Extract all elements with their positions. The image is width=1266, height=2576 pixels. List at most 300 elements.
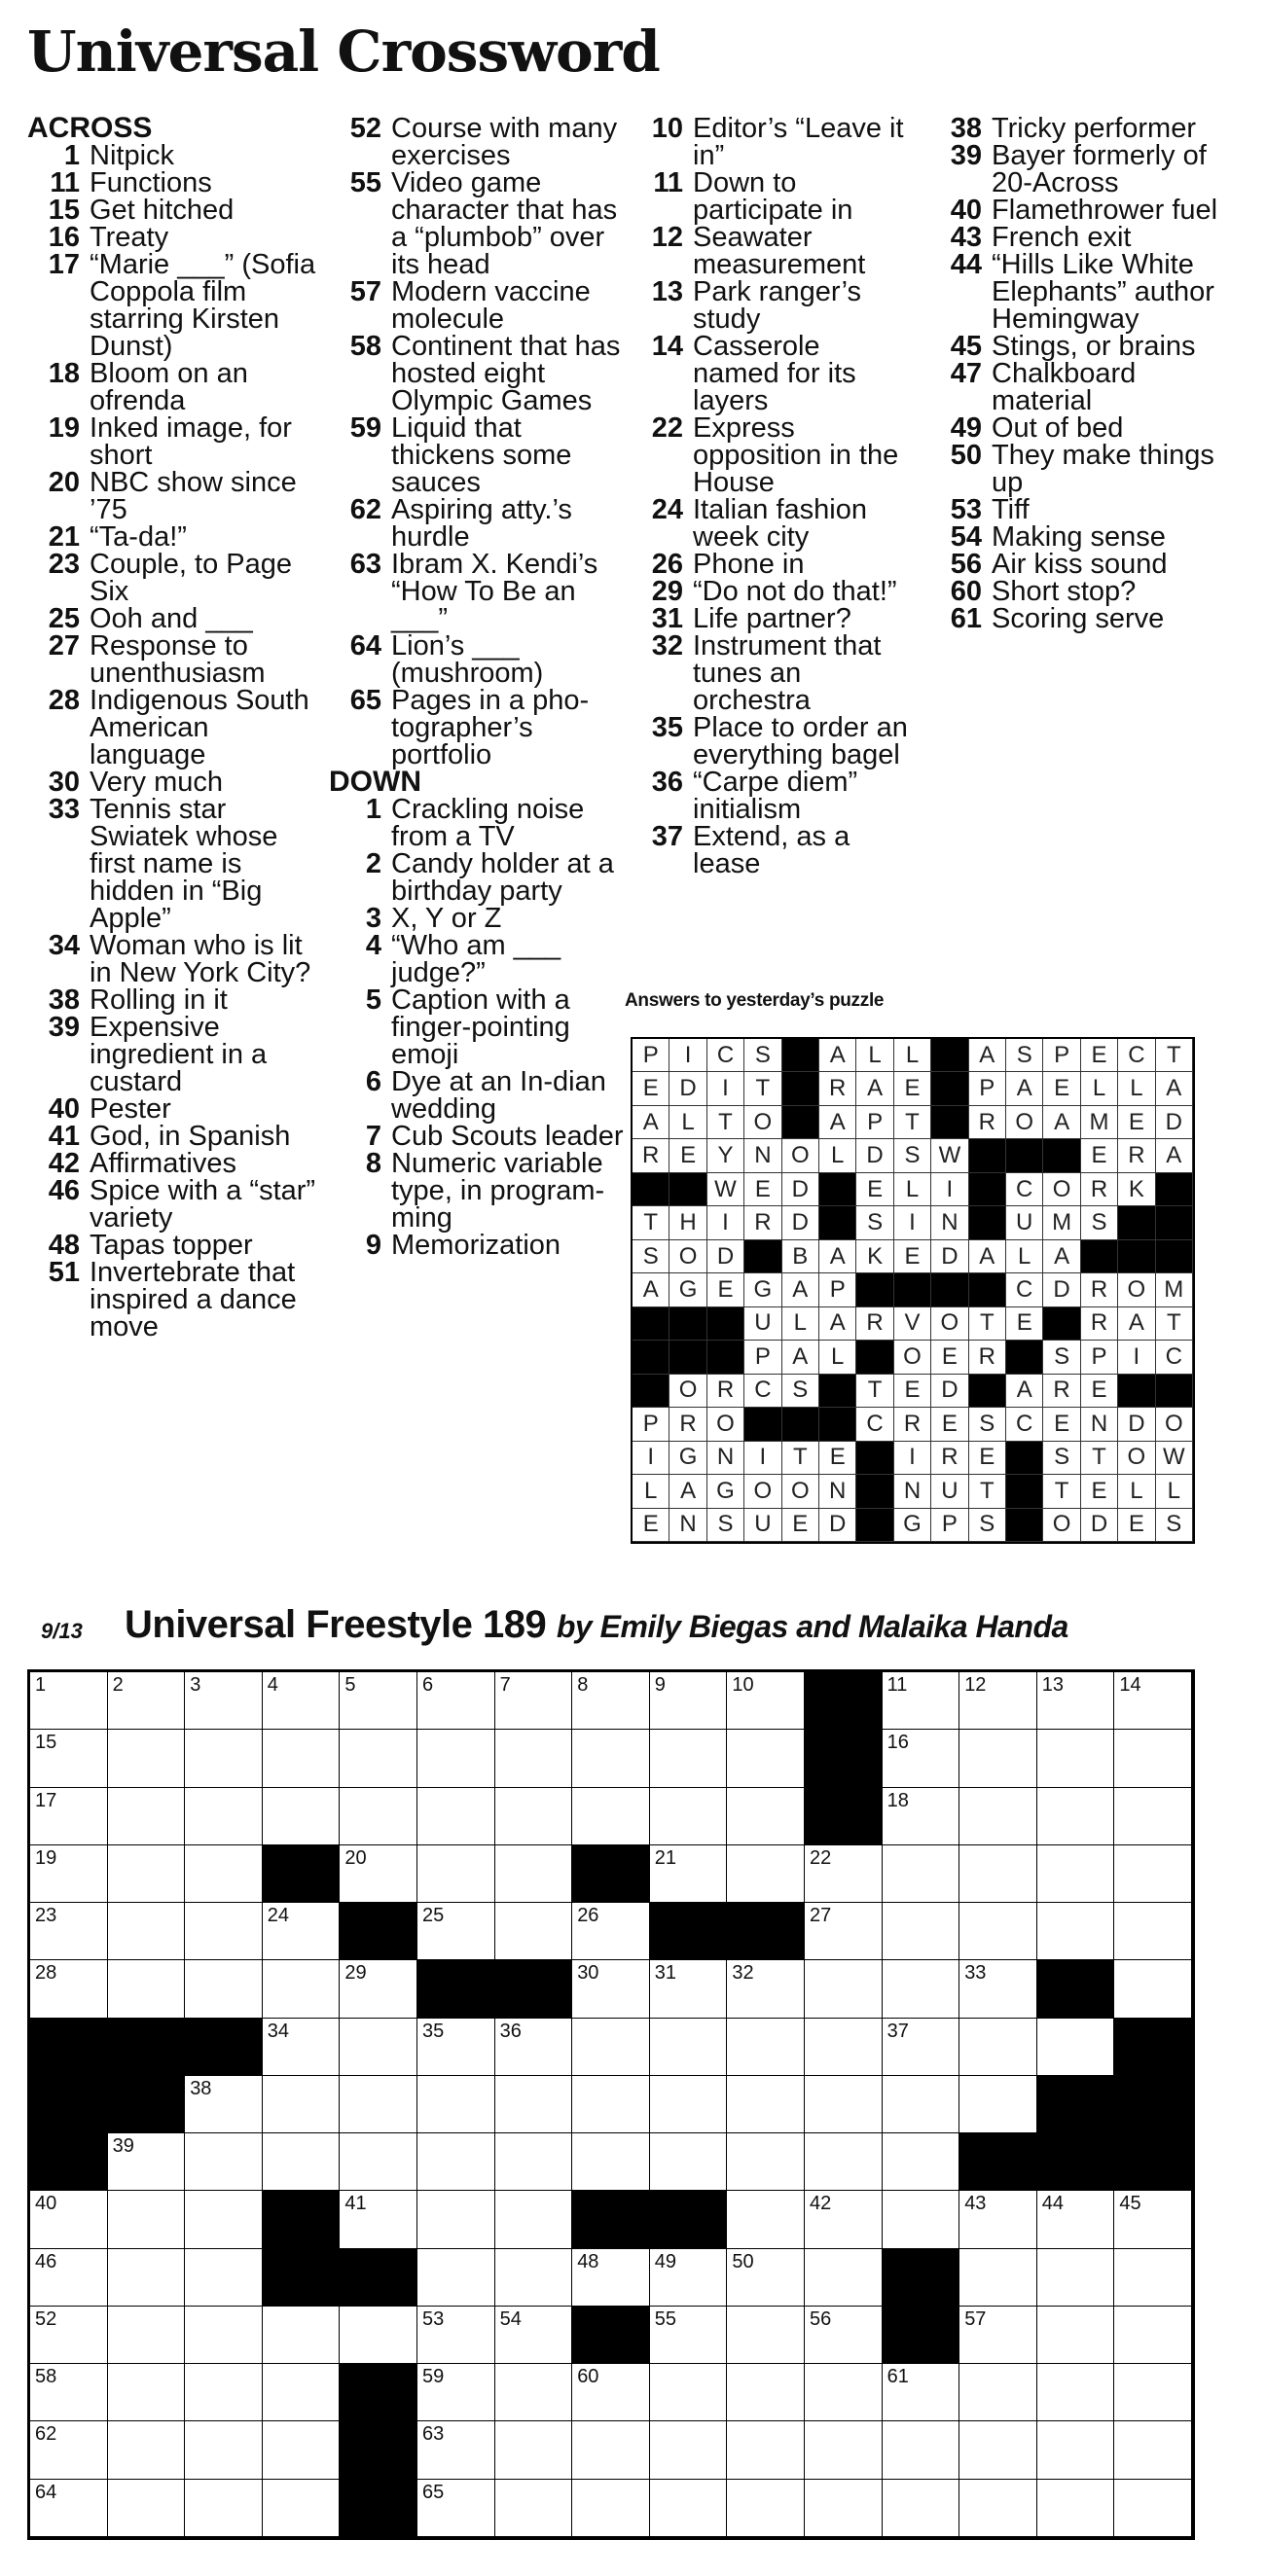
grid-cell[interactable] (959, 2421, 1037, 2479)
grid-cell[interactable] (417, 2364, 495, 2421)
grid-cell[interactable] (495, 2307, 573, 2364)
grid-cell[interactable] (108, 2249, 186, 2307)
clue (329, 169, 626, 278)
grid-cell[interactable] (495, 1730, 573, 1787)
grid-black-cell (1114, 2076, 1192, 2133)
answer-cell: T (707, 1106, 744, 1139)
grid-cell[interactable] (1114, 1960, 1192, 2018)
grid-cell[interactable] (1037, 2019, 1115, 2076)
grid-cell[interactable] (417, 2191, 495, 2248)
clue-number: 38 (48, 984, 80, 1016)
grid-cell[interactable] (108, 2133, 186, 2191)
cell-number: 29 (344, 1962, 367, 1985)
grid-cell[interactable] (1037, 1672, 1115, 1730)
grid-cell[interactable] (185, 1730, 263, 1787)
grid-cell[interactable] (1114, 1730, 1192, 1787)
grid-cell[interactable] (108, 2364, 186, 2421)
grid-cell[interactable] (185, 2421, 263, 2479)
grid-cell[interactable] (572, 2364, 650, 2421)
grid-cell[interactable] (495, 2076, 573, 2133)
answer-black-cell (1006, 1341, 1043, 1374)
grid-cell[interactable] (959, 1730, 1037, 1787)
grid-cell[interactable] (1037, 2191, 1115, 2248)
grid-cell[interactable] (340, 1788, 417, 1845)
grid-cell[interactable] (1114, 2421, 1192, 2479)
cell-number: 45 (1119, 2193, 1141, 2215)
answer-cell: T (1156, 1307, 1193, 1341)
grid-cell[interactable] (263, 1672, 341, 1730)
grid-cell[interactable] (959, 2076, 1037, 2133)
grid-cell[interactable] (727, 2191, 805, 2248)
grid-cell[interactable] (1114, 2364, 1192, 2421)
grid-cell[interactable] (263, 2364, 341, 2421)
grid-cell[interactable] (108, 1845, 186, 1903)
answer-cell: D (669, 1072, 706, 1105)
answer-black-cell (969, 1173, 1006, 1206)
grid-cell[interactable] (805, 2480, 883, 2537)
grid-cell[interactable] (30, 2249, 108, 2307)
grid-cell[interactable] (959, 2249, 1037, 2307)
grid-cell[interactable] (572, 2480, 650, 2537)
clue (929, 523, 1221, 551)
grid-cell[interactable] (108, 2421, 186, 2479)
grid-cell[interactable] (805, 2249, 883, 2307)
answer-cell: U (931, 1475, 968, 1508)
grid-cell[interactable] (572, 1672, 650, 1730)
answer-cell: R (633, 1139, 669, 1172)
clue-text: Stings, or brains (992, 331, 1196, 362)
grid-cell[interactable] (185, 1960, 263, 2018)
answer-cell: I (669, 1039, 706, 1072)
grid-cell[interactable] (727, 2133, 805, 2191)
grid-cell[interactable] (727, 1960, 805, 2018)
grid-cell[interactable] (417, 2480, 495, 2537)
grid-cell[interactable] (30, 1788, 108, 1845)
cell-number: 20 (344, 1846, 367, 1869)
answer-cell: G (707, 1475, 744, 1508)
grid-cell[interactable] (263, 2019, 341, 2076)
grid-cell[interactable] (1114, 1672, 1192, 1730)
grid-cell[interactable] (727, 2307, 805, 2364)
clue (329, 551, 626, 632)
clue-text: Making sense (992, 521, 1166, 553)
cell-number: 42 (809, 2193, 832, 2215)
grid-cell[interactable] (959, 2307, 1037, 2364)
answer-cell: T (969, 1307, 1006, 1341)
grid-cell[interactable] (572, 2421, 650, 2479)
grid-cell[interactable] (108, 2191, 186, 2248)
clue-text: Out of bed (992, 412, 1124, 444)
clue (27, 469, 319, 523)
grid-cell[interactable] (30, 1960, 108, 2018)
grid-cell[interactable] (572, 1903, 650, 1960)
grid-cell[interactable] (185, 2076, 263, 2133)
cell-number: 65 (421, 2481, 445, 2503)
clue-number: 15 (48, 195, 80, 226)
grid-cell[interactable] (417, 2019, 495, 2076)
answer-black-cell (633, 1173, 669, 1206)
grid-cell[interactable] (495, 2364, 573, 2421)
grid-cell[interactable] (883, 1960, 960, 2018)
grid-cell[interactable] (495, 2133, 573, 2191)
grid-cell[interactable] (30, 2480, 108, 2537)
answer-cell: A (782, 1273, 819, 1306)
grid-cell[interactable] (883, 2133, 960, 2191)
answer-cell: A (1118, 1307, 1155, 1341)
clue (27, 632, 319, 687)
answer-cell: E (1118, 1106, 1155, 1139)
grid-cell[interactable] (417, 2307, 495, 2364)
grid-cell[interactable] (417, 2421, 495, 2479)
answer-cell: T (856, 1375, 893, 1408)
clue-number: 2 (365, 848, 381, 879)
grid-cell[interactable] (263, 2421, 341, 2479)
grid-cell[interactable] (1114, 1788, 1192, 1845)
grid-cell[interactable] (727, 2249, 805, 2307)
grid-cell[interactable] (108, 1730, 186, 1787)
clue-text: Dye at an In-dian wedding (391, 1066, 606, 1125)
grid-cell[interactable] (883, 1903, 960, 1960)
grid-cell[interactable] (959, 1672, 1037, 1730)
grid-black-cell (1114, 2019, 1192, 2076)
answer-cell: L (894, 1039, 931, 1072)
grid-cell[interactable] (572, 2019, 650, 2076)
grid-cell[interactable] (1037, 2307, 1115, 2364)
grid-cell[interactable] (340, 1960, 417, 2018)
answer-cell: S (1006, 1039, 1043, 1072)
clue-text: Functions (90, 167, 212, 198)
clue-text: Casserole named for its layers (693, 331, 856, 416)
grid-cell[interactable] (1114, 2307, 1192, 2364)
grid-cell[interactable] (805, 2421, 883, 2479)
grid-cell[interactable] (805, 2307, 883, 2364)
grid-cell[interactable] (883, 2364, 960, 2421)
grid-cell[interactable] (340, 2307, 417, 2364)
clue-number: 13 (651, 276, 683, 307)
grid-cell[interactable] (572, 1730, 650, 1787)
answer-cell: P (931, 1509, 968, 1542)
answer-cell: E (669, 1139, 706, 1172)
answer-black-cell (1043, 1307, 1080, 1341)
grid-cell[interactable] (417, 2249, 495, 2307)
grid-cell[interactable] (1114, 2480, 1192, 2537)
cell-number: 52 (35, 2308, 57, 2330)
grid-cell[interactable] (650, 2364, 728, 2421)
grid-cell[interactable] (185, 2307, 263, 2364)
grid-cell[interactable] (883, 1730, 960, 1787)
grid-cell[interactable] (495, 2249, 573, 2307)
clue-text: Video game character that has a “plumbob” over its head (391, 167, 618, 280)
answer-black-cell (1006, 1139, 1043, 1172)
grid-cell[interactable] (883, 2421, 960, 2479)
grid-cell[interactable] (108, 2480, 186, 2537)
grid-cell[interactable] (959, 2019, 1037, 2076)
answer-black-cell (1156, 1240, 1193, 1273)
grid-cell[interactable] (495, 2191, 573, 2248)
answer-cell: C (707, 1039, 744, 1072)
grid-cell[interactable] (727, 1845, 805, 1903)
answer-cell: A (819, 1307, 856, 1341)
grid-cell[interactable] (805, 2364, 883, 2421)
grid-cell[interactable] (650, 2019, 728, 2076)
cell-number: 16 (886, 1732, 909, 1754)
grid-cell[interactable] (959, 1788, 1037, 1845)
clue (329, 1068, 626, 1123)
grid-cell[interactable] (495, 1845, 573, 1903)
grid-cell[interactable] (883, 1788, 960, 1845)
grid-cell[interactable] (185, 2480, 263, 2537)
answer-cell: A (633, 1106, 669, 1139)
grid-cell[interactable] (650, 2076, 728, 2133)
clue-text: “Ta-da!” (90, 521, 187, 553)
answer-cell: E (1043, 1408, 1080, 1441)
grid-cell[interactable] (727, 2019, 805, 2076)
clue (929, 197, 1221, 224)
grid-cell[interactable] (1037, 1788, 1115, 1845)
grid-cell[interactable] (263, 2133, 341, 2191)
answer-cell: I (744, 1442, 781, 1475)
answer-black-cell (969, 1139, 1006, 1172)
answer-cell: A (819, 1039, 856, 1072)
grid-cell[interactable] (727, 2364, 805, 2421)
clue-text: Modern vaccine molecule (391, 276, 591, 335)
grid-cell[interactable] (417, 2076, 495, 2133)
grid-cell[interactable] (572, 2133, 650, 2191)
clue (329, 687, 626, 769)
grid-cell[interactable] (727, 1730, 805, 1787)
grid-cell[interactable] (650, 1960, 728, 2018)
grid-cell[interactable] (340, 1672, 417, 1730)
answer-black-cell (1006, 1442, 1043, 1475)
clue (329, 1232, 626, 1259)
puzzle-name: Universal Freestyle 189 (125, 1603, 547, 1646)
grid-cell[interactable] (805, 2019, 883, 2076)
grid-cell[interactable] (30, 2307, 108, 2364)
grid-cell[interactable] (959, 1845, 1037, 1903)
grid-cell[interactable] (883, 2191, 960, 2248)
grid-black-cell (340, 2249, 417, 2307)
grid-cell[interactable] (185, 2249, 263, 2307)
grid-cell[interactable] (650, 2421, 728, 2479)
grid-cell[interactable] (30, 2191, 108, 2248)
grid-cell[interactable] (495, 1788, 573, 1845)
grid-cell[interactable] (727, 1788, 805, 1845)
clue-number: 39 (950, 140, 982, 171)
grid-cell[interactable] (959, 2364, 1037, 2421)
grid-cell[interactable] (263, 1960, 341, 2018)
grid-cell[interactable] (185, 1672, 263, 1730)
answer-black-cell (782, 1072, 819, 1105)
grid-cell[interactable] (263, 2076, 341, 2133)
grid-cell[interactable] (650, 2133, 728, 2191)
answer-cell: E (931, 1408, 968, 1441)
grid-cell[interactable] (1114, 1845, 1192, 1903)
grid-cell[interactable] (185, 1788, 263, 1845)
grid-cell[interactable] (1114, 2249, 1192, 2307)
grid-cell[interactable] (495, 1903, 573, 1960)
grid-cell[interactable] (727, 2421, 805, 2479)
answer-cell: A (782, 1341, 819, 1374)
clue-number: 57 (349, 276, 381, 307)
answer-cell: R (1118, 1139, 1155, 1172)
grid-black-cell (1037, 2076, 1115, 2133)
grid-cell[interactable] (1037, 1903, 1115, 1960)
clue (27, 1095, 319, 1123)
grid-cell[interactable] (30, 1903, 108, 1960)
clue-text: Down to participate in (693, 167, 853, 226)
clue-number: 60 (950, 576, 982, 607)
grid-cell[interactable] (185, 1845, 263, 1903)
clue (27, 932, 319, 986)
grid-cell[interactable] (108, 1960, 186, 2018)
answer-cell: C (856, 1408, 893, 1441)
grid-cell[interactable] (572, 1788, 650, 1845)
grid-cell[interactable] (185, 2364, 263, 2421)
grid-cell[interactable] (340, 2133, 417, 2191)
answer-black-cell (782, 1408, 819, 1441)
grid-cell[interactable] (417, 1903, 495, 1960)
answer-cell: O (744, 1106, 781, 1139)
grid-cell[interactable] (959, 2191, 1037, 2248)
clue-text: X, Y or Z (391, 903, 502, 934)
grid-cell[interactable] (1037, 1845, 1115, 1903)
answer-black-cell (856, 1442, 893, 1475)
clue (631, 769, 913, 823)
answer-cell: E (1081, 1375, 1118, 1408)
grid-cell[interactable] (805, 1845, 883, 1903)
grid-cell[interactable] (1037, 2421, 1115, 2479)
clue-text: Spice with a “star” variety (90, 1175, 316, 1234)
grid-cell[interactable] (340, 2191, 417, 2248)
answer-cell: O (1156, 1408, 1193, 1441)
grid-cell[interactable] (883, 2480, 960, 2537)
cell-number: 39 (112, 2135, 134, 2158)
answer-cell: C (1156, 1341, 1193, 1374)
grid-cell[interactable] (495, 2480, 573, 2537)
grid-cell[interactable] (883, 2076, 960, 2133)
grid-cell[interactable] (263, 1903, 341, 1960)
clue-number: 28 (48, 685, 80, 716)
grid-cell[interactable] (417, 2133, 495, 2191)
grid-cell[interactable] (108, 1788, 186, 1845)
grid-cell[interactable] (340, 1845, 417, 1903)
clue (631, 414, 913, 496)
grid-cell[interactable] (263, 1730, 341, 1787)
grid-cell[interactable] (30, 1730, 108, 1787)
cell-number: 19 (35, 1846, 57, 1869)
grid-cell[interactable] (108, 1903, 186, 1960)
grid-cell[interactable] (108, 1672, 186, 1730)
grid-cell[interactable] (30, 1672, 108, 1730)
cell-number: 56 (809, 2308, 832, 2330)
answer-cell: A (969, 1039, 1006, 1072)
answer-cell: L (1006, 1240, 1043, 1273)
grid-cell[interactable] (805, 2076, 883, 2133)
grid-cell[interactable] (959, 1960, 1037, 2018)
grid-cell[interactable] (727, 2480, 805, 2537)
grid-cell[interactable] (805, 2191, 883, 2248)
grid-cell[interactable] (340, 2076, 417, 2133)
grid-cell[interactable] (1037, 2364, 1115, 2421)
grid-cell[interactable] (495, 2421, 573, 2479)
grid-cell[interactable] (495, 2019, 573, 2076)
grid-cell[interactable] (959, 2480, 1037, 2537)
clue-text: Seawater measurement (693, 222, 866, 280)
grid-cell[interactable] (263, 2307, 341, 2364)
clue (27, 986, 319, 1014)
grid-cell[interactable] (572, 2076, 650, 2133)
clue-number: 7 (365, 1121, 381, 1152)
grid-cell[interactable] (417, 1845, 495, 1903)
grid-cell[interactable] (650, 1672, 728, 1730)
grid-cell[interactable] (650, 1845, 728, 1903)
grid-black-cell (340, 2364, 417, 2421)
grid-cell[interactable] (1037, 2249, 1115, 2307)
cell-number: 7 (499, 1674, 511, 1696)
grid-cell[interactable] (572, 2249, 650, 2307)
grid-cell[interactable] (30, 2364, 108, 2421)
grid-cell[interactable] (883, 2019, 960, 2076)
clue (631, 823, 913, 877)
grid-cell[interactable] (30, 2421, 108, 2479)
grid-cell[interactable] (185, 2191, 263, 2248)
grid-cell[interactable] (883, 1672, 960, 1730)
clue-text: Inked image, for short (90, 412, 292, 471)
grid-cell[interactable] (417, 1672, 495, 1730)
cell-number: 28 (35, 1962, 57, 1985)
grid-cell[interactable] (650, 2307, 728, 2364)
grid-cell[interactable] (185, 2133, 263, 2191)
grid-cell[interactable] (417, 1788, 495, 1845)
grid-cell[interactable] (417, 1730, 495, 1787)
grid-cell[interactable] (650, 1788, 728, 1845)
grid-cell[interactable] (1037, 2480, 1115, 2537)
grid-cell[interactable] (340, 1730, 417, 1787)
grid-cell[interactable] (340, 2019, 417, 2076)
grid-cell[interactable] (108, 2307, 186, 2364)
grid-cell[interactable] (1114, 1903, 1192, 1960)
grid-cell[interactable] (1114, 2191, 1192, 2248)
grid-cell[interactable] (805, 1903, 883, 1960)
grid-cell[interactable] (959, 1903, 1037, 1960)
grid-cell[interactable] (263, 1788, 341, 1845)
answer-cell: S (856, 1206, 893, 1239)
grid-cell[interactable] (263, 2480, 341, 2537)
grid-cell[interactable] (650, 2249, 728, 2307)
grid-cell[interactable] (495, 1672, 573, 1730)
grid-cell[interactable] (727, 2076, 805, 2133)
grid-cell[interactable] (650, 2480, 728, 2537)
grid-cell[interactable] (727, 1672, 805, 1730)
clue-text: Flamethrower fuel (992, 195, 1218, 226)
grid-cell[interactable] (805, 2133, 883, 2191)
answer-black-cell (669, 1341, 706, 1374)
grid-cell[interactable] (1037, 1730, 1115, 1787)
answer-cell: L (819, 1341, 856, 1374)
answer-black-cell (1043, 1139, 1080, 1172)
answer-cell: W (931, 1139, 968, 1172)
grid-cell[interactable] (572, 1960, 650, 2018)
answer-cell: T (782, 1442, 819, 1475)
grid-cell[interactable] (650, 1730, 728, 1787)
cell-number: 55 (654, 2308, 677, 2330)
grid-cell[interactable] (805, 1960, 883, 2018)
clue-text: Air kiss sound (992, 549, 1168, 580)
grid-black-cell (959, 2133, 1037, 2191)
grid-cell[interactable] (185, 1903, 263, 1960)
grid-cell[interactable] (30, 1845, 108, 1903)
grid-cell[interactable] (883, 1845, 960, 1903)
